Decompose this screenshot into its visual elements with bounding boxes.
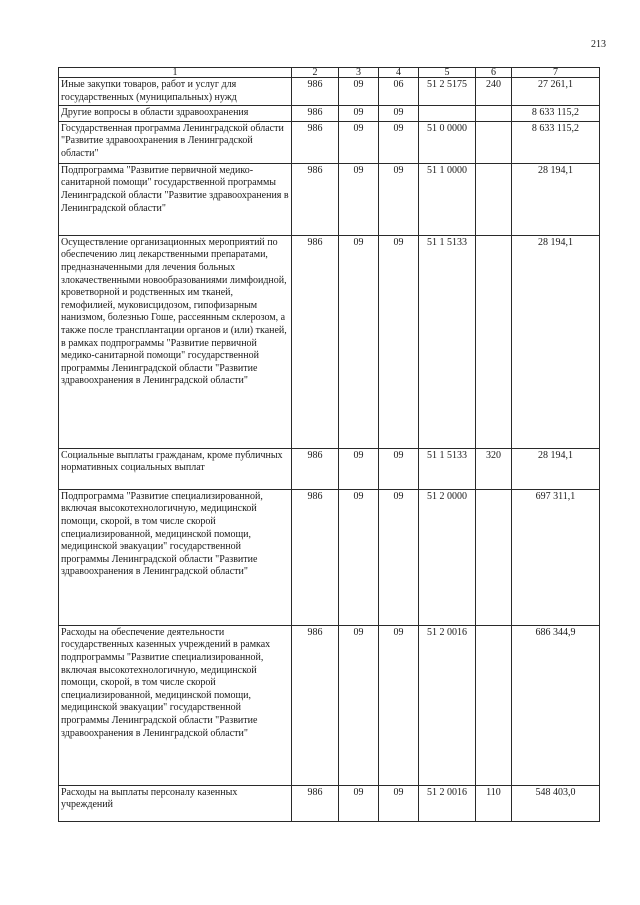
cell-target-article: 51 2 5175	[419, 78, 476, 106]
cell-expense-type	[476, 625, 512, 785]
cell-amount: 548 403,0	[512, 785, 600, 821]
row-name: Подпрограмма "Развитие первичной медико-санитарной помощи" государственной программы Ленинградской области "Развитие здравоохранения в Ленинградской области"	[59, 163, 292, 235]
cell-amount: 28 194,1	[512, 448, 600, 489]
cell-expense-type	[476, 489, 512, 625]
cell-amount: 28 194,1	[512, 235, 600, 448]
cell-section: 09	[339, 785, 379, 821]
cell-section: 09	[339, 625, 379, 785]
cell-admin-code: 986	[292, 78, 339, 106]
cell-amount: 27 261,1	[512, 78, 600, 106]
cell-admin-code: 986	[292, 106, 339, 122]
column-header: 2	[292, 68, 339, 78]
table-row	[59, 235, 600, 448]
cell-section: 09	[339, 235, 379, 448]
cell-subsection: 09	[379, 448, 419, 489]
cell-subsection: 09	[379, 235, 419, 448]
cell-target-article: 51 1 5133	[419, 235, 476, 448]
table-row	[59, 78, 600, 106]
table-row	[59, 121, 600, 163]
row-name: Социальные выплаты гражданам, кроме публичных нормативных социальных выплат	[59, 448, 292, 489]
budget-table	[58, 67, 600, 822]
cell-amount: 8 633 115,2	[512, 106, 600, 122]
row-name: Другие вопросы в области здравоохранения	[59, 106, 292, 122]
cell-expense-type: 320	[476, 448, 512, 489]
cell-expense-type: 240	[476, 78, 512, 106]
cell-subsection: 09	[379, 625, 419, 785]
cell-expense-type	[476, 163, 512, 235]
column-header: 3	[339, 68, 379, 78]
cell-admin-code: 986	[292, 121, 339, 163]
cell-admin-code: 986	[292, 785, 339, 821]
row-name: Подпрограмма "Развитие специализированной, включая высокотехнологичную, медицинской помощи, скорой, в том числе скорой специализированной, медицинской помощи, медицинской эвакуации" государственной программы Ленинградской области "Развитие здравоохранения в Ленинградской области"	[59, 489, 292, 625]
column-header: 1	[59, 68, 292, 78]
cell-amount: 697 311,1	[512, 489, 600, 625]
cell-admin-code: 986	[292, 448, 339, 489]
cell-admin-code: 986	[292, 163, 339, 235]
cell-expense-type	[476, 106, 512, 122]
table-row	[59, 785, 600, 821]
column-header: 5	[419, 68, 476, 78]
table-row	[59, 625, 600, 785]
cell-section: 09	[339, 163, 379, 235]
cell-target-article: 51 1 5133	[419, 448, 476, 489]
cell-admin-code: 986	[292, 489, 339, 625]
row-name: Расходы на обеспечение деятельности государственных казенных учреждений в рамках подпрограммы "Развитие специализированной, включая высокотехнологичную, медицинской помощи, скорой, в том числе скорой специализированной, медицинской помощи, медицинской эвакуации" государственной программы Ленинградской области "Развитие здравоохранения в Ленинградской области"	[59, 625, 292, 785]
cell-target-article: 51 2 0016	[419, 785, 476, 821]
column-header: 7	[512, 68, 600, 78]
column-header: 4	[379, 68, 419, 78]
table-row	[59, 163, 600, 235]
row-name: Осуществление организационных мероприятий по обеспечению лиц лекарственными препаратами, предназначенными для лечения больных злокачественными новообразованиями лимфоидной, кроветворной и родственных им тканей, гемофилией, муковисцидозом, гипофизарным нанизмом, болезнью Гоше, рассеянным склерозом, а также после трансплантации органов и (или) тканей, в рамках подпрограммы "Развитие первичной медико-санитарной помощи" государственной программы Ленинградской области "Развитие здравоохранения в Ленинградской области"	[59, 235, 292, 448]
table-row	[59, 448, 600, 489]
cell-expense-type: 110	[476, 785, 512, 821]
cell-target-article: 51 2 0000	[419, 489, 476, 625]
cell-amount: 8 633 115,2	[512, 121, 600, 163]
cell-admin-code: 986	[292, 625, 339, 785]
cell-subsection: 09	[379, 106, 419, 122]
row-name: Иные закупки товаров, работ и услуг для государственных (муниципальных) нужд	[59, 78, 292, 106]
row-name: Государственная программа Ленинградской области "Развитие здравоохранения в Ленинградской области"	[59, 121, 292, 163]
cell-subsection: 06	[379, 78, 419, 106]
cell-target-article: 51 2 0016	[419, 625, 476, 785]
cell-target-article: 51 0 0000	[419, 121, 476, 163]
cell-admin-code: 986	[292, 235, 339, 448]
cell-subsection: 09	[379, 489, 419, 625]
cell-target-article	[419, 106, 476, 122]
cell-subsection: 09	[379, 163, 419, 235]
column-header: 6	[476, 68, 512, 78]
cell-subsection: 09	[379, 785, 419, 821]
cell-section: 09	[339, 106, 379, 122]
cell-amount: 686 344,9	[512, 625, 600, 785]
table-row	[59, 489, 600, 625]
cell-target-article: 51 1 0000	[419, 163, 476, 235]
row-name: Расходы на выплаты персоналу казенных учреждений	[59, 785, 292, 821]
cell-amount: 28 194,1	[512, 163, 600, 235]
cell-subsection: 09	[379, 121, 419, 163]
cell-expense-type	[476, 235, 512, 448]
column-number-row	[59, 68, 600, 78]
table-row	[59, 106, 600, 122]
cell-expense-type	[476, 121, 512, 163]
cell-section: 09	[339, 78, 379, 106]
cell-section: 09	[339, 489, 379, 625]
cell-section: 09	[339, 448, 379, 489]
cell-section: 09	[339, 121, 379, 163]
page-number: 213	[591, 39, 606, 50]
